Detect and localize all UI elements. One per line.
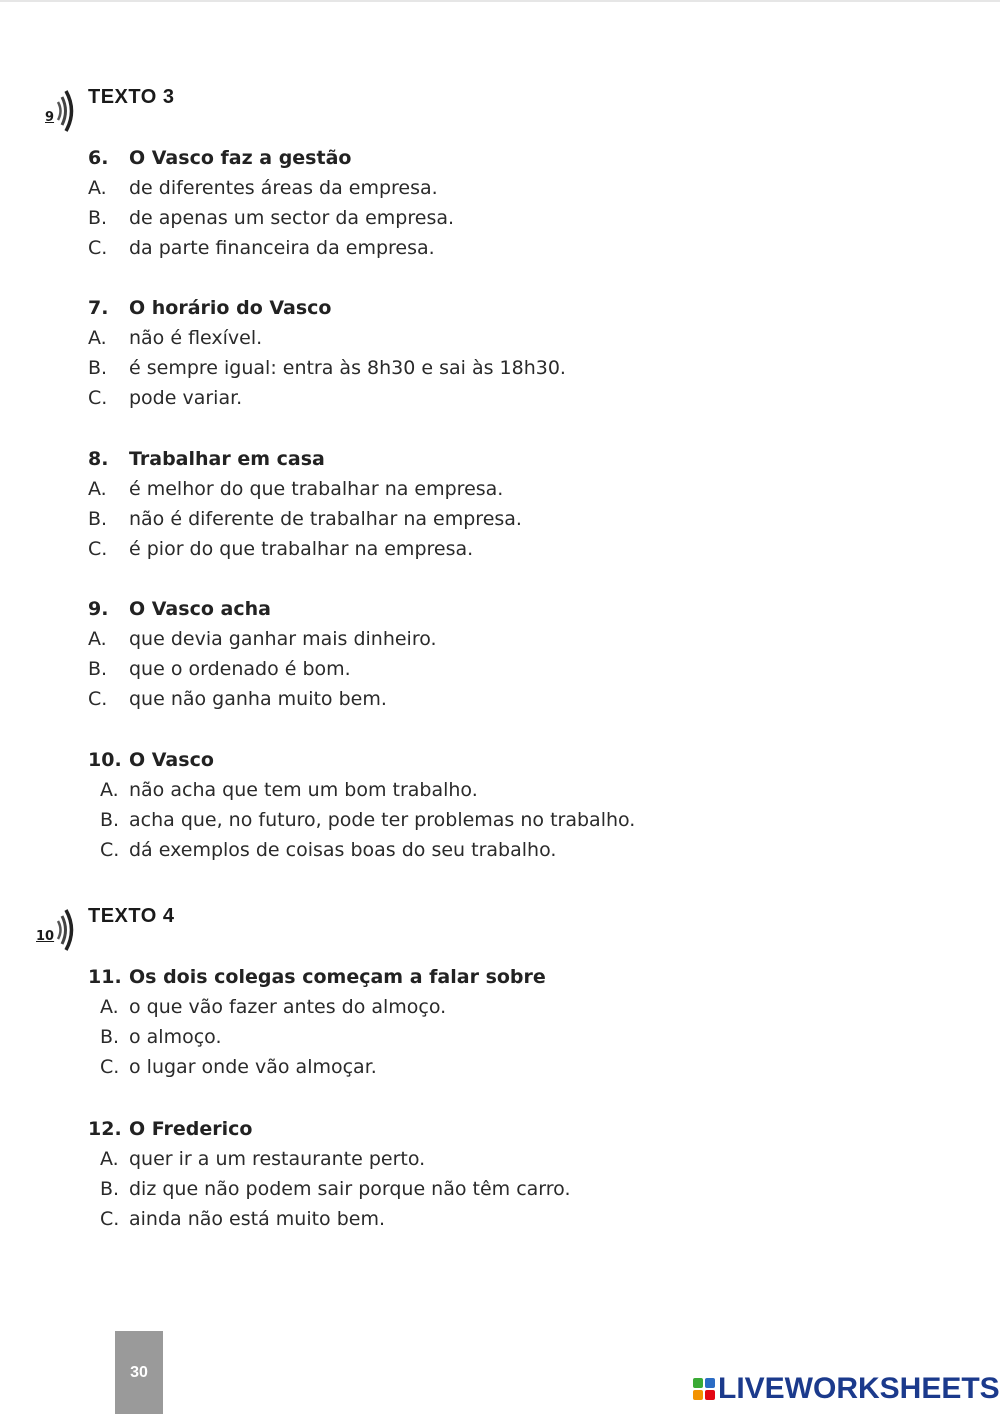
option-a[interactable] xyxy=(88,323,788,353)
liveworksheets-logo-icon xyxy=(693,1378,715,1400)
question-text: O Vasco acha xyxy=(129,598,271,620)
audio-track-number: 10 xyxy=(36,929,55,944)
question-number: 7. xyxy=(88,297,109,319)
option-letter: B. xyxy=(88,357,108,379)
option-letter: B. xyxy=(88,207,108,229)
option-text: não é flexível. xyxy=(129,327,263,349)
question-10 xyxy=(88,745,788,865)
option-letter: A. xyxy=(88,177,107,199)
option-c[interactable] xyxy=(88,1204,788,1234)
question-stem xyxy=(88,444,788,474)
question-12 xyxy=(88,1114,788,1234)
option-c[interactable] xyxy=(88,1052,788,1082)
option-text: é melhor do que trabalhar na empresa. xyxy=(129,478,504,500)
option-b[interactable] xyxy=(88,654,788,684)
option-b[interactable] xyxy=(88,1174,788,1204)
option-a[interactable] xyxy=(88,624,788,654)
option-text: quer ir a um restaurante perto. xyxy=(129,1148,426,1170)
option-a[interactable] xyxy=(88,775,788,805)
option-text: diz que não podem sair porque não têm carro. xyxy=(129,1178,571,1200)
question-text: O Vasco xyxy=(129,749,214,771)
option-a[interactable] xyxy=(88,1144,788,1174)
option-c[interactable] xyxy=(88,835,788,865)
section-title: TEXTO 4 xyxy=(88,905,175,927)
section-header-texto-4 xyxy=(36,905,336,955)
liveworksheets-logo[interactable] xyxy=(693,1372,1000,1406)
option-text: pode variar. xyxy=(129,387,243,409)
question-stem xyxy=(88,293,788,323)
question-stem xyxy=(88,745,788,775)
option-text: acha que, no futuro, pode ter problemas no trabalho. xyxy=(129,809,636,831)
question-stem xyxy=(88,143,788,173)
option-letter: A. xyxy=(100,779,119,801)
option-text: dá exemplos de coisas boas do seu trabalho. xyxy=(129,839,557,861)
question-number: 10. xyxy=(88,749,122,771)
option-letter: B. xyxy=(100,1178,120,1200)
option-a[interactable] xyxy=(88,173,788,203)
top-border xyxy=(0,0,1000,2)
option-text: de apenas um sector da empresa. xyxy=(129,207,455,229)
option-letter: B. xyxy=(88,508,108,530)
option-c[interactable] xyxy=(88,233,788,263)
option-b[interactable] xyxy=(88,1022,788,1052)
question-text: Trabalhar em casa xyxy=(129,448,325,470)
question-number: 11. xyxy=(88,966,122,988)
option-text: não acha que tem um bom trabalho. xyxy=(129,779,478,801)
option-letter: A. xyxy=(100,1148,119,1170)
option-a[interactable] xyxy=(88,474,788,504)
option-text: o lugar onde vão almoçar. xyxy=(129,1056,377,1078)
option-letter: B. xyxy=(100,1026,120,1048)
option-b[interactable] xyxy=(88,353,788,383)
option-letter: A. xyxy=(88,628,107,650)
page-number: 30 xyxy=(115,1331,163,1414)
question-8 xyxy=(88,444,788,564)
option-letter: C. xyxy=(100,1056,120,1078)
option-text: que o ordenado é bom. xyxy=(129,658,351,680)
option-text: da parte financeira da empresa. xyxy=(129,237,435,259)
audio-track-number: 9 xyxy=(45,110,55,125)
option-letter: C. xyxy=(100,839,120,861)
question-7 xyxy=(88,293,788,413)
option-text: é sempre igual: entra às 8h30 e sai às 18h30. xyxy=(129,357,566,379)
question-number: 6. xyxy=(88,147,109,169)
option-text: é pior do que trabalhar na empresa. xyxy=(129,538,474,560)
option-text: ainda não está muito bem. xyxy=(129,1208,386,1230)
option-text: que devia ganhar mais dinheiro. xyxy=(129,628,437,650)
option-letter: A. xyxy=(100,996,119,1018)
option-b[interactable] xyxy=(88,203,788,233)
audio-wave-icon[interactable] xyxy=(36,905,86,955)
option-letter: B. xyxy=(88,658,108,680)
audio-wave-icon[interactable] xyxy=(36,86,86,136)
option-letter: C. xyxy=(88,387,108,409)
option-letter: B. xyxy=(100,809,120,831)
question-number: 9. xyxy=(88,598,109,620)
option-letter: A. xyxy=(88,478,107,500)
option-a[interactable] xyxy=(88,992,788,1022)
question-text: O Vasco faz a gestão xyxy=(129,147,352,169)
question-text: O Frederico xyxy=(129,1118,253,1140)
option-text: que não ganha muito bem. xyxy=(129,688,387,710)
question-text: O horário do Vasco xyxy=(129,297,332,319)
question-stem xyxy=(88,594,788,624)
option-letter: A. xyxy=(88,327,107,349)
question-6 xyxy=(88,143,788,263)
option-text: o que vão fazer antes do almoço. xyxy=(129,996,447,1018)
question-text: Os dois colegas começam a falar sobre xyxy=(129,966,546,988)
section-header-texto-3 xyxy=(36,86,336,136)
option-letter: C. xyxy=(88,538,108,560)
option-b[interactable] xyxy=(88,504,788,534)
option-c[interactable] xyxy=(88,684,788,714)
option-text: não é diferente de trabalhar na empresa. xyxy=(129,508,522,530)
brand-name: LIVEWORKSHEETS xyxy=(718,1372,1000,1405)
question-number: 8. xyxy=(88,448,109,470)
option-c[interactable] xyxy=(88,534,788,564)
question-11 xyxy=(88,962,788,1082)
option-letter: C. xyxy=(100,1208,120,1230)
question-stem xyxy=(88,962,788,992)
option-b[interactable] xyxy=(88,805,788,835)
section-title: TEXTO 3 xyxy=(88,86,175,108)
question-9 xyxy=(88,594,788,714)
option-text: de diferentes áreas da empresa. xyxy=(129,177,438,199)
option-text: o almoço. xyxy=(129,1026,222,1048)
question-stem xyxy=(88,1114,788,1144)
option-c[interactable] xyxy=(88,383,788,413)
option-letter: C. xyxy=(88,688,108,710)
question-number: 12. xyxy=(88,1118,122,1140)
option-letter: C. xyxy=(88,237,108,259)
